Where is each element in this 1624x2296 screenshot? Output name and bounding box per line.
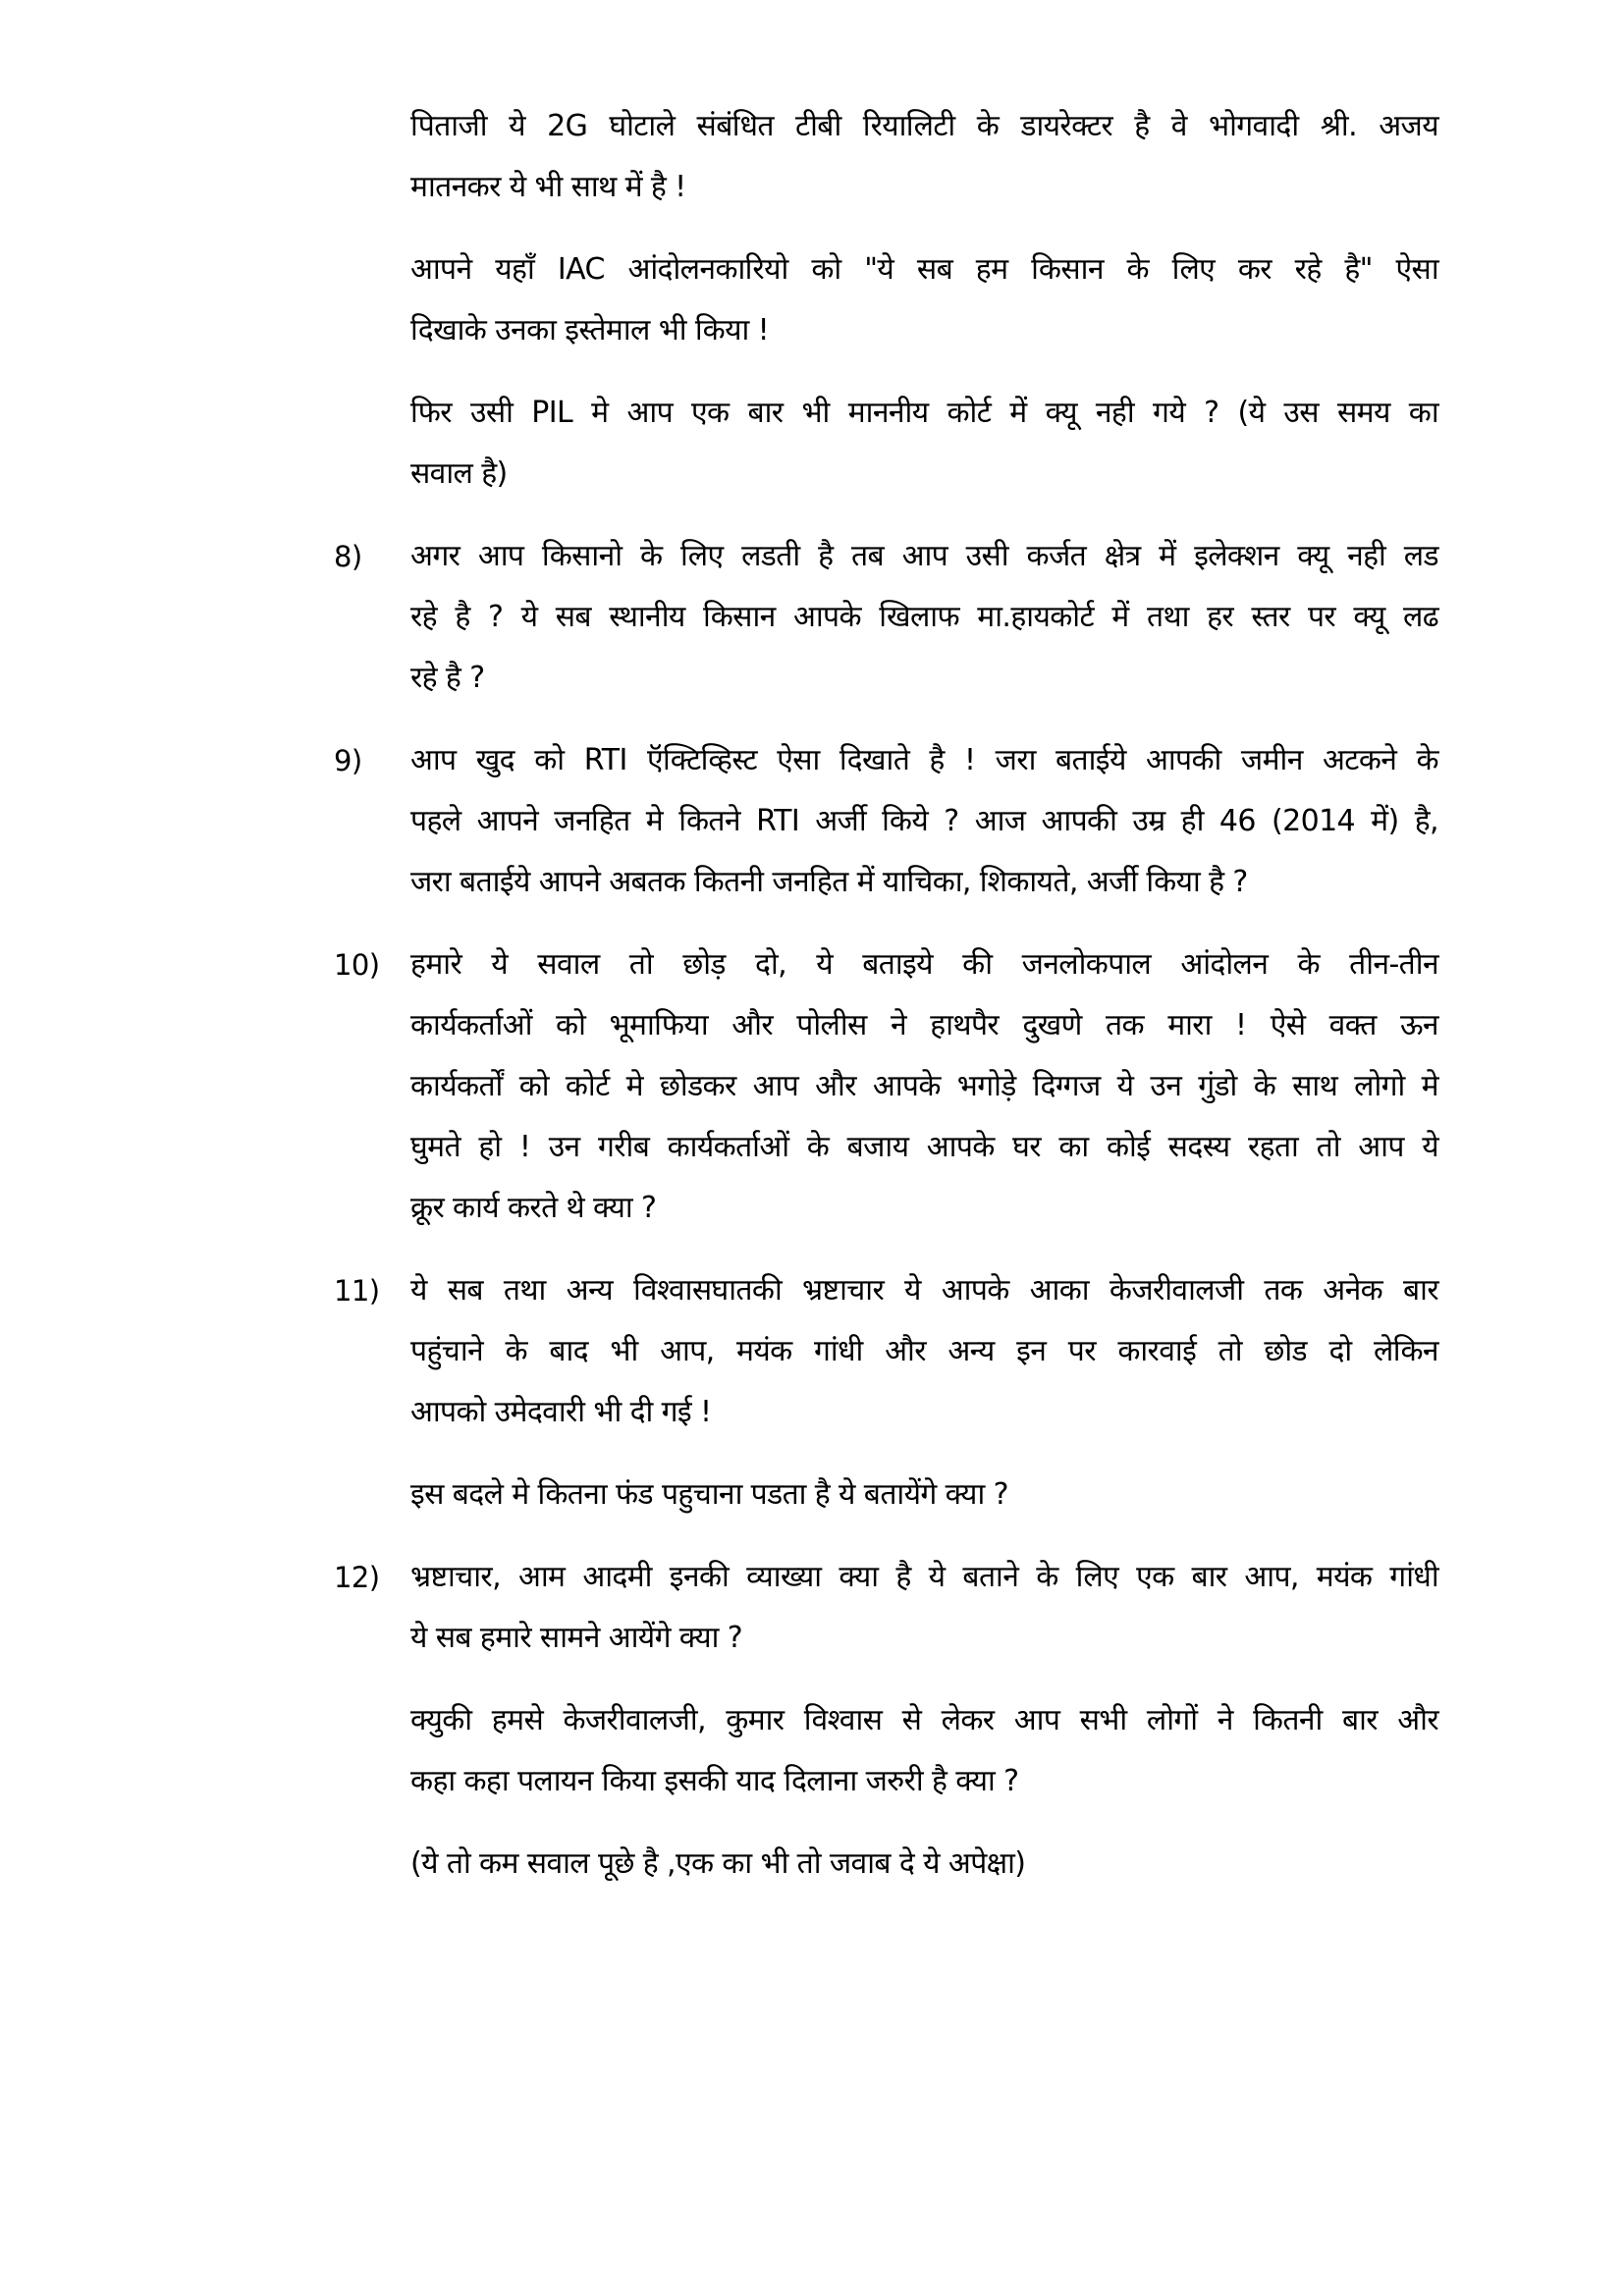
text-line: ये सब हमारे सामने आयेंगे क्या ?	[410, 1621, 743, 1655]
text-line: पिताजी ये 2G घोटाले संबंधित टीबी रियालिटी के डायरेक्टर है वे भोगवादी श्री. अजय	[410, 109, 1438, 143]
text-line: रहे है ?	[410, 661, 485, 695]
question-number: 12)	[334, 1561, 380, 1594]
text-line: हमारे ये सवाल तो छोड़ दो, ये बताइये की जनलोकपाल आंदोलन के तीन-तीन	[410, 947, 1438, 982]
question-9	[334, 730, 1438, 913]
text-line: पहुंचाने के बाद भी आप, मयंक गांधी और अन्य इन पर कारवाई तो छोड दो लेकिन	[410, 1334, 1438, 1368]
text-line: मातनकर ये भी साथ में है !	[410, 170, 686, 204]
text-line: इस बदले मे कितना फंड पहुचाना पडता है ये बतायेंगे क्या ?	[410, 1477, 1008, 1512]
text-line: सवाल है)	[410, 456, 508, 491]
text-line: कार्यकर्ताओं को भूमाफिया और पोलीस ने हाथपैर दुखणे तक मारा ! ऐसे वक्त ऊन	[410, 1008, 1438, 1042]
text-line: ये सब तथा अन्य विश्वासघातकी भ्रष्टाचार ये आपके आका केजरीवालजी तक अनेक बार	[410, 1273, 1438, 1308]
text-line: क्रूर कार्य करते थे क्या ?	[410, 1191, 657, 1225]
paragraph-intro-1	[334, 96, 1438, 218]
question-12	[334, 1547, 1438, 1669]
text-line: फिर उसी PIL मे आप एक बार भी माननीय कोर्ट में क्यू नही गये ? (ये उस समय का	[410, 396, 1438, 430]
text-line: आपने यहाँ IAC आंदोलनकारियो को "ये सब हम किसान के लिए कर रहे है" ऐसा	[410, 252, 1438, 287]
question-10	[334, 934, 1438, 1239]
question-number: 11)	[334, 1274, 380, 1308]
text-line: (ये तो कम सवाल पूछे है ,एक का भी तो जवाब दे ये अपेक्षा)	[410, 1846, 1026, 1881]
text-line: अगर आप किसानो के लिए लडती है तब आप उसी कर्जत क्षेत्र में इलेक्शन क्यू नही लड	[410, 539, 1438, 573]
document-body	[334, 96, 1438, 1916]
text-line: कार्यकर्तों को कोर्ट मे छोडकर आप और आपके भगोड़े दिग्गज ये उन गुंडो के साथ लोगो मे	[410, 1069, 1438, 1103]
text-line: भ्रष्टाचार, आम आदमी इनकी व्याख्या क्या है ये बताने के लिए एक बार आप, मयंक गांधी	[410, 1560, 1438, 1594]
text-line: पहले आपने जनहित मे कितने RTI अर्जी किये ? आज आपकी उम्र ही 46 (2014 में) है,	[410, 804, 1438, 838]
text-line: घुमते हो ! उन गरीब कार्यकर्ताओं के बजाय आपके घर का कोई सदस्य रहता तो आप ये	[410, 1130, 1438, 1164]
text-line: आप खुद को RTI ऍक्टिव्हिस्ट ऐसा दिखाते है ! जरा बताईये आपकी जमीन अटकने के	[410, 743, 1438, 777]
question-number: 8)	[334, 540, 362, 573]
question-number: 10)	[334, 948, 380, 982]
text-line: क्युकी हमसे केजरीवालजी, कुमार विश्वास से लेकर आप सभी लोगों ने कितनी बार और	[410, 1703, 1438, 1737]
question-11	[334, 1260, 1438, 1443]
text-line: दिखाके उनका इस्तेमाल भी किया !	[410, 313, 770, 347]
text-line: आपको उमेदवारी भी दी गई !	[410, 1395, 712, 1429]
paragraph-intro-3	[334, 383, 1438, 505]
paragraph-intro-2	[334, 240, 1438, 361]
text-line: कहा कहा पलायन किया इसकी याद दिलाना जरुरी है क्या ?	[410, 1764, 1019, 1798]
closing-note	[334, 1834, 1438, 1895]
text-line: रहे है ? ये सब स्थानीय किसान आपके खिलाफ मा.हायकोर्ट में तथा हर स्तर पर क्यू लढ	[410, 600, 1438, 634]
question-8	[334, 526, 1438, 709]
question-12-followup	[334, 1690, 1438, 1812]
text-line: जरा बताईये आपने अबतक कितनी जनहित में याचिका, शिकायते, अर्जी किया है ?	[410, 865, 1248, 899]
question-number: 9)	[334, 744, 362, 777]
question-11-followup	[334, 1465, 1438, 1525]
